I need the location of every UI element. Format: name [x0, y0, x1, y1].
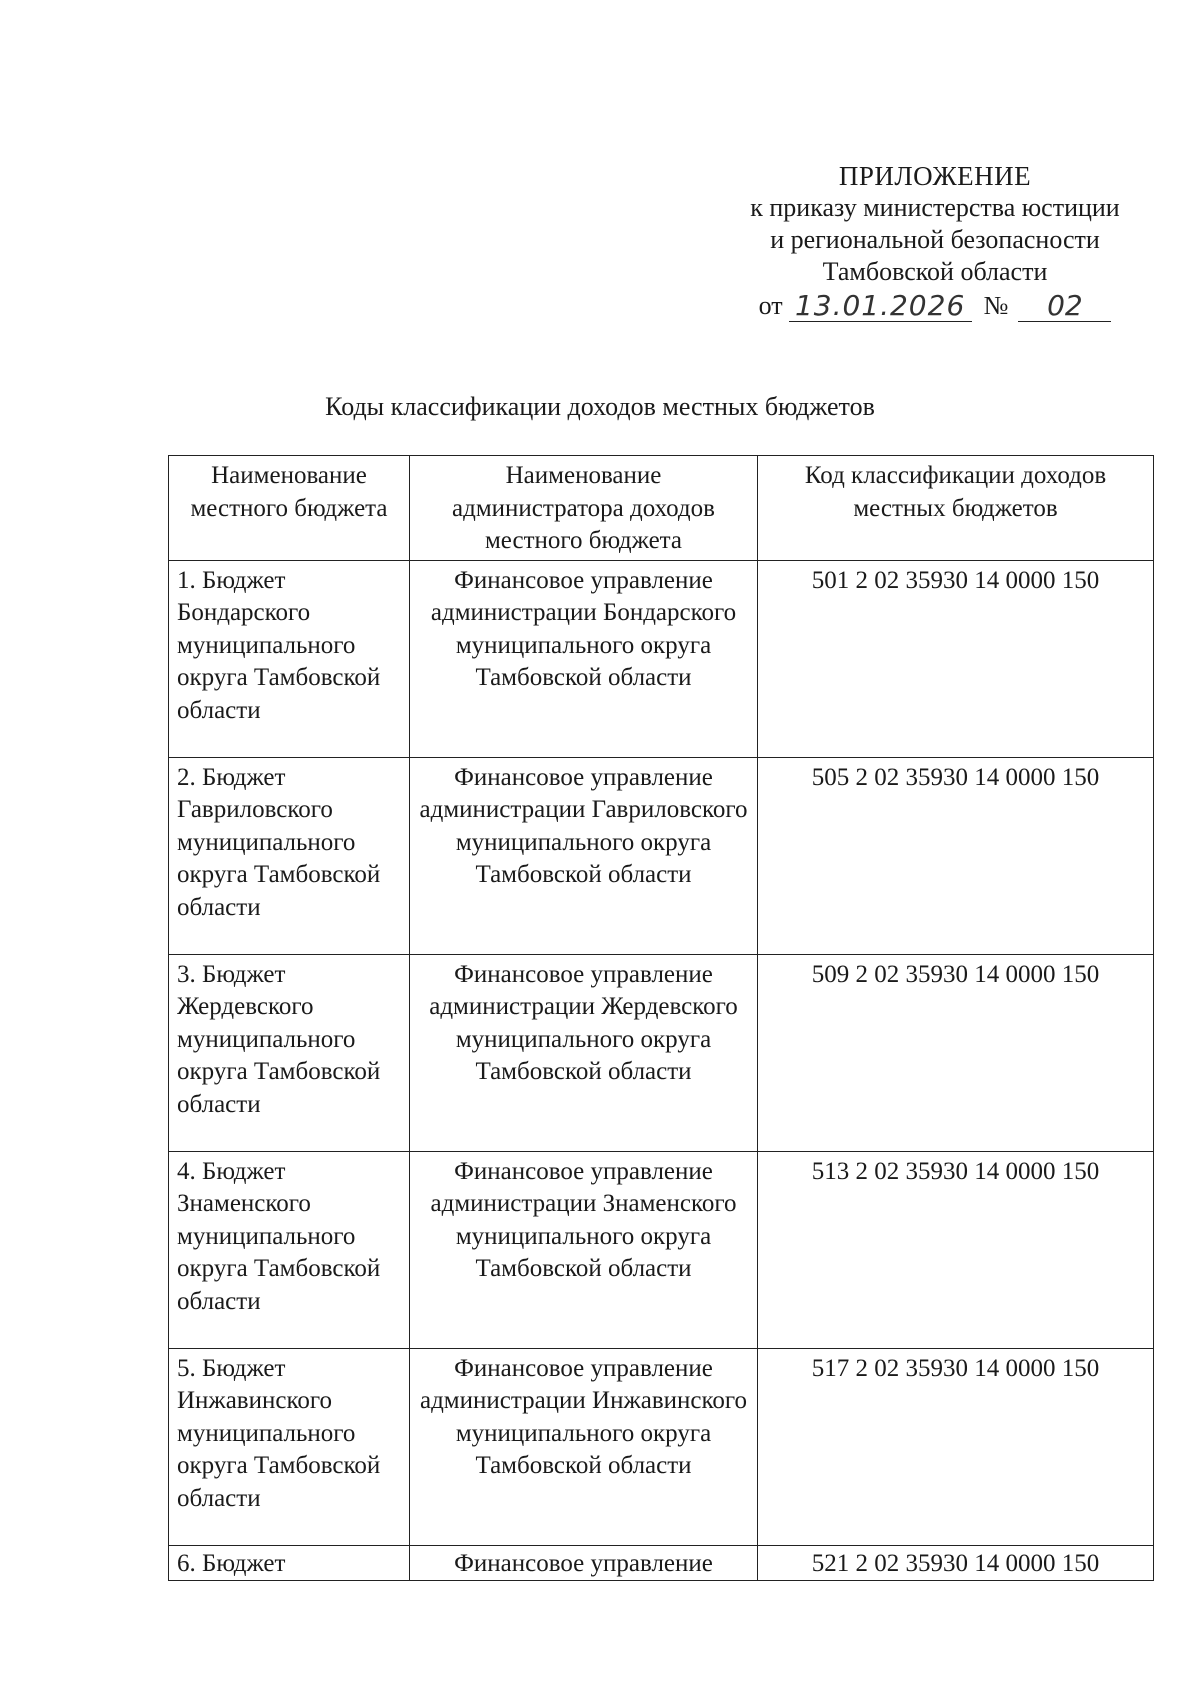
- table-row: [169, 954, 1154, 1151]
- number-label: №: [983, 291, 1009, 320]
- budget-name-cell: 2. Бюджет Гавриловского муниципального округа Тамбовской области: [169, 757, 410, 954]
- order-date-line: [700, 288, 1170, 322]
- table-row: [169, 1545, 1154, 1581]
- appendix-line-3: Тамбовской области: [822, 257, 1048, 286]
- handwritten-date: 13.01.2026: [789, 291, 972, 322]
- income-code-cell: 509 2 02 35930 14 0000 150: [758, 954, 1154, 1151]
- income-code-cell: 521 2 02 35930 14 0000 150: [758, 1545, 1154, 1581]
- appendix-title: ПРИЛОЖЕНИЕ: [838, 161, 1032, 191]
- budget-name-cell: 5. Бюджет Инжавинского муниципального округа Тамбовской области: [169, 1348, 410, 1545]
- budget-name-cell: 4. Бюджет Знаменского муниципального округа Тамбовской области: [169, 1151, 410, 1348]
- admin-name-cell: Финансовое управление: [410, 1545, 758, 1581]
- document-title: Коды классификации доходов местных бюджетов: [325, 392, 875, 421]
- admin-name-cell: Финансовое управление администрации Гавриловского муниципального округа Тамбовской области: [410, 757, 758, 954]
- column-header-budget: Наименование местного бюджета: [169, 456, 410, 561]
- admin-name-cell: Финансовое управление администрации Бондарского муниципального округа Тамбовской области: [410, 560, 758, 757]
- table-row: [169, 757, 1154, 954]
- handwritten-number: 02: [1018, 291, 1111, 322]
- column-header-admin: Наименование администратора доходов местного бюджета: [410, 456, 758, 561]
- codes-table: [168, 455, 1154, 1581]
- admin-name-cell: Финансовое управление администрации Жердевского муниципального округа Тамбовской области: [410, 954, 758, 1151]
- admin-name-cell: Финансовое управление администрации Инжавинского муниципального округа Тамбовской области: [410, 1348, 758, 1545]
- budget-name-cell: 1. Бюджет Бондарского муниципального округа Тамбовской области: [169, 560, 410, 757]
- appendix-header: [700, 160, 1170, 322]
- appendix-line-2: и региональной безопасности: [770, 225, 1100, 254]
- table-row: [169, 560, 1154, 757]
- income-code-cell: 501 2 02 35930 14 0000 150: [758, 560, 1154, 757]
- table-row: [169, 1348, 1154, 1545]
- column-header-code: Код классификации доходов местных бюджетов: [758, 456, 1154, 561]
- table-header-row: [169, 456, 1154, 561]
- date-label: от: [758, 291, 783, 320]
- income-code-cell: 513 2 02 35930 14 0000 150: [758, 1151, 1154, 1348]
- admin-name-cell: Финансовое управление администрации Знаменского муниципального округа Тамбовской области: [410, 1151, 758, 1348]
- table-row: [169, 1151, 1154, 1348]
- income-code-cell: 505 2 02 35930 14 0000 150: [758, 757, 1154, 954]
- budget-name-cell: 3. Бюджет Жердевского муниципального округа Тамбовской области: [169, 954, 410, 1151]
- budget-name-cell: 6. Бюджет: [169, 1545, 410, 1581]
- appendix-line-1: к приказу министерства юстиции: [750, 193, 1120, 222]
- income-code-cell: 517 2 02 35930 14 0000 150: [758, 1348, 1154, 1545]
